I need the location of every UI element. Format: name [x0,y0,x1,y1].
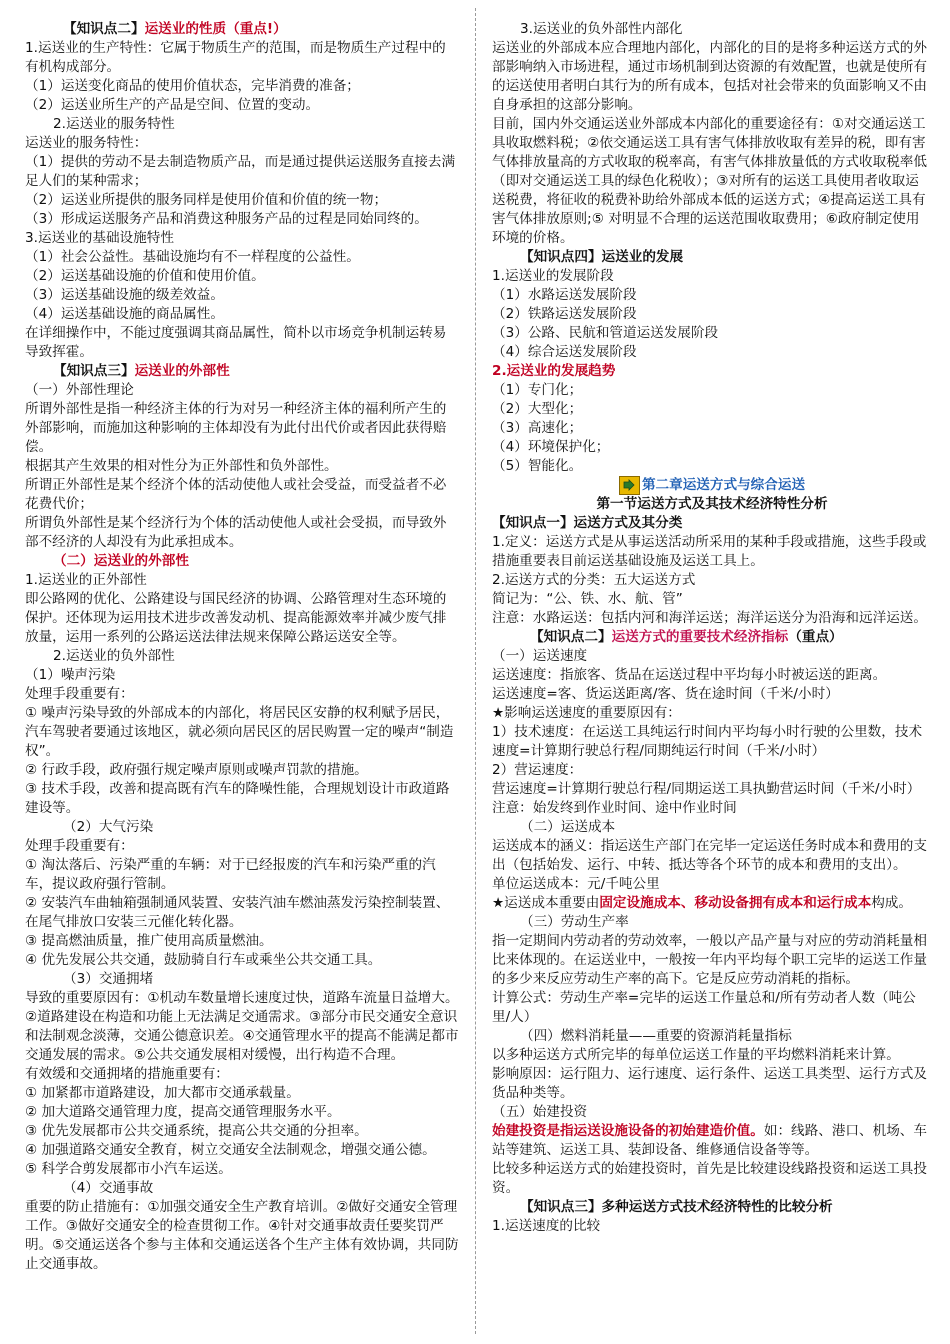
column-divider [475,8,476,1334]
chapter-marker-icon [619,476,640,495]
heading-knowledge-3 [25,362,459,381]
paragraph: 以多种运送方式所完毕的每单位运送工作量的平均燃料消耗来计算。 [492,1047,900,1063]
list-item: （1）运送变化商品的使用价值状态，完毕消费的准备； [25,78,360,94]
paragraph: 重要的防止措施有：①加强交通安全生产教育培训。②做好交通安全管理工作。③做好交通安全的检查贯彻工作。④针对交通事故责任要奖罚严明。⑤交通运送各个参与主体和交通运送各个生产主体有效协调，共同防止交通事故。 [25,1199,459,1272]
paragraph: 即公路网的优化、公路建设与国民经济的协调、公路管理对生态环境的保护。还体现为运用技术进步改善发动机、提高能源效率并减少废气排放量，运用一系列的公路运送法律法规来保障公路运送安全等。 [25,591,447,645]
paragraph: 计算公式：劳动生产率=完毕的运送工作量总和/所有劳动者人数（吨公里/人） [492,990,916,1025]
paragraph: 1.定义：运送方式是从事运送活动所采用的某种手段或措施，这些手段或措施重要表目前运送基础设施及运送工具上。 [492,534,927,569]
list-item: ③ 优先发展都市公共交通系统，提高公共交通的分担率。 [25,1123,368,1139]
subheading: （二）运送成本 [520,819,616,835]
subheading-red: （二）运送业的外部性 [53,553,189,569]
paragraph: 比较多种运送方式的始建投资时，首先是比较建设线路投资和运送工具投资。 [492,1161,927,1196]
list-item: （3）公路、民航和管道运送发展阶段 [492,325,719,341]
list-item: （3）高速化； [492,420,583,436]
list-item: ② 安装汽车曲轴箱强制通风装置、安装汽油车燃油蒸发污染控制装置、在尾气排放口安装三元催化转化器。 [25,895,450,930]
list-item: ① 淘汰落后、污染严重的车辆：对于已经报废的汽车和污染严重的汽车，提议政府强行管制。 [25,857,436,892]
subheading: 1.运送业的正外部性 [25,572,147,588]
paragraph: 运送业的服务特性： [25,135,148,151]
paragraph: 处理手段重要有： [25,686,134,702]
subheading: （4）交通事故 [63,1180,154,1196]
highlight-text: 固定设施成本、移动设备拥有成本和运行成本 [599,895,872,911]
paragraph: 所谓负外部性是某个经济行为个体的活动使他人或社会受损，而导致外部不经济的人却没有为此承担成本。 [25,515,447,550]
list-item: （4）运送基础设施的商品属性。 [25,306,224,322]
list-item: （1）提供的劳动不是去制造物质产品，而是通过提供运送服务直接去满足人们的某种需求； [25,154,456,189]
text-run: 如：线路、港口、机场、车站等建筑、运送工具、装卸设备、维修通信设备等等。 [492,1123,927,1158]
list-item: （2）运送基础设施的价值和使用价值。 [25,268,265,284]
right-column [492,20,932,1236]
list-item: ① 加紧都市道路建设，加大都市交通承载量。 [25,1085,300,1101]
subheading: （四）燃料消耗量——重要的资源消耗量指标 [520,1028,792,1044]
list-item: ③ 提高燃油质量，推广使用高质量燃油。 [25,933,273,949]
paragraph: 指一定期间内劳动者的劳动效率，一般以产品产量与对应的劳动消耗量相比来体现的。在运送业中，一般按一年内平均每个职工完毕的运送工作量的多少来反应劳动生产率的高下。它是反应劳动消耗的指标。 [492,933,927,987]
list-item: （2）运送业所提供的服务同样是使用价值和价值的统一物； [25,192,388,208]
subheading: （3）交通拥堵 [63,971,154,987]
paragraph: 2）营运速度： [492,762,583,778]
paragraph: 营运速度=计算期行驶总行程/同期运送工具执勤营运时间（千米/小时） [492,781,921,797]
list-item: ② 加大道路交通管理力度，提高交通管理服务水平。 [25,1104,341,1120]
heading-bracket: 【知识点三】 [53,363,135,379]
heading-title: 运送业的性质（重点!） [144,21,287,37]
section-title: 第一节运送方式及其技术经济特性分析 [596,496,828,512]
heading-knowledge-1: 【知识点一】运送方式及其分类 [492,515,683,531]
subheading: （2）大气污染 [63,819,154,835]
text-run: 构成。 [871,895,912,911]
heading-title: 运送方式的重要技术经济指标 [611,629,789,645]
subheading: （五）始建投资 [492,1104,588,1120]
paragraph: 运送业的外部成本应合理地内部化，内部化的目的是将多种运送方式的外部影响纳入市场进程，通过市场机制到达资源的有效配置，也就是使所有的运送使用者明白其行为的所有成本，包括对社会带来的负面影响又不由自身承担的这部分影响。 [492,40,927,113]
list-item: （4）环境保护化； [492,439,610,455]
subheading: 3.运送业的基础设施特性 [25,230,174,246]
paragraph [492,1122,932,1160]
subheading: 1.运送业的发展阶段 [492,268,614,284]
list-item: ④ 优先发展公共交通，鼓励骑自行车或乘坐公共交通工具。 [25,952,382,968]
list-item: ⑤ 科学合剪发展都市小汽车运送。 [25,1161,232,1177]
list-item: （1）噪声污染 [25,667,116,683]
paragraph: 有效缓和交通拥堵的措施重要有： [25,1066,229,1082]
subheading: 2.运送业的服务特性 [53,116,175,132]
paragraph [492,894,932,913]
list-item: （3）运送基础设施的级差效益。 [25,287,224,303]
list-item: （2）铁路运送发展阶段 [492,306,637,322]
list-item: （2）运送业所生产的产品是空间、位置的变动。 [25,97,320,113]
subheading: 3.运送业的负外部性内部化 [520,21,683,37]
paragraph: 导致的重要原因有：①机动车数量增长速度过快，道路车流量日益增大。②道路建设在构造和功能上无法满足交通需求。③部分市民交通安全意识和法制观念淡薄，交通公德意识差。④交通管理水平的提高不能满足都市交通发展的需求。⑤公共交通发展相对缓慢，出行构造不合理。 [25,990,459,1063]
list-item: （3）形成运送服务产品和消费这种服务产品的过程是同始同终的。 [25,211,428,227]
paragraph: 所谓正外部性是某个经济个体的活动使他人或社会受益，而受益者不必花费代价； [25,477,447,512]
paragraph: 简记为：“公、铁、水、航、管” [492,591,683,607]
subheading-red: 2.运送业的发展趋势 [492,363,616,379]
chapter-heading [492,476,932,495]
list-item: （5）智能化。 [492,458,583,474]
paragraph: 2.运送方式的分类：五大运送方式 [492,572,696,588]
subheading: （三）劳动生产率 [520,914,629,930]
paragraph: 1）技术速度：在运送工具纯运行时间内平均每小时行驶的公里数，技术速度=计算期行驶总行程/同期纯运行时间（千米/小时） [492,724,923,759]
list-item: ① 噪声污染导致的外部成本的内部化，将居民区安静的权利赋予居民，汽车驾驶者要通过该地区，就必须向居民区的居民购置一定的噪声“制造权”。 [25,705,454,759]
paragraph: 所谓外部性是指一种经济主体的行为对另一种经济主体的福利所产生的外部影响，而施加这种影响的主体却没有为此付出代价或者因此获得赔偿。 [25,401,447,455]
paragraph: 处理手段重要有： [25,838,134,854]
paragraph: 影响原因：运行阻力、运行速度、运行条件、运送工具类型、运行方式及货品种类等。 [492,1066,927,1101]
paragraph: 运送成本的涵义：指运送生产部门在完毕一定运送任务时成本和费用的支出（包括始发、运行、中转、抵达等各个环节的成本和费用的支出）。 [492,838,927,873]
paragraph: 在详细操作中，不能过度强调其商品属性，简朴以市场竞争机制运转易导致挥霍。 [25,325,447,360]
paragraph: 注意：始发终到作业时间、途中作业时间 [492,800,737,816]
heading-knowledge-2 [492,628,932,647]
subheading: （一）外部性理论 [25,382,134,398]
paragraph: 运送速度：指旅客、货品在运送过程中平均每小时被运送的距离。 [492,667,887,683]
list-item: ④ 加强道路交通安全教育，树立交通安全法制观念，增强交通公德。 [25,1142,436,1158]
chapter-title: 第二章运送方式与综合运送 [641,477,806,493]
list-item: （1）水路运送发展阶段 [492,287,637,303]
paragraph: 目前，国内外交通运送业外部成本内部化的重要途径有：①对交通运送工具收取燃料税；②依交通运送工具有害气体排放收取有差异的税，即有害气体排放量高的方式收取的税率高，有害气体排放量低的方式收取税率低（即对交通运送工具的绿色化税收）；③对所有的运送工具使用者收取运送税费，将征收的税费补助给外部成本低的运送方式；④提高运送工具有害气体排放原则;⑤ 对明显不合理的运送范围收取费用；⑥政府制定使用环境的价格。 [492,116,927,246]
heading-note: （重点） [788,629,843,645]
list-item: ③ 技术手段，改善和提高既有汽车的降噪性能，合理规划设计市政道路建设等。 [25,781,450,816]
text-run: ★运送成本重要由 [492,895,600,911]
subheading: 1.运送速度的比较 [492,1218,601,1234]
subheading: 2.运送业的负外部性 [53,648,175,664]
heading-title: 运送业的外部性 [134,363,230,379]
heading-knowledge-4: 【知识点四】运送业的发展 [520,249,684,265]
heading-knowledge-2 [25,20,459,39]
heading-knowledge-3: 【知识点三】多种运送方式技术经济特性的比较分析 [520,1199,833,1215]
paragraph: 运送速度=客、货运送距离/客、货在途时间（千米/小时） [492,686,839,702]
list-item: ② 行政手段，政府强行规定噪声原则或噪声罚款的措施。 [25,762,368,778]
paragraph: 1.运送业的生产特性：它属于物质生产的范围，而是物质生产过程中的有机构成部分。 [25,40,446,75]
list-item: （1）社会公益性。基础设施均有不一样程度的公益性。 [25,249,360,265]
paragraph: 单位运送成本：元/千吨公里 [492,876,660,892]
paragraph: 注意：水路运送：包括内河和海洋运送；海洋运送分为沿海和远洋运送。 [492,610,927,626]
left-column [25,20,459,1274]
list-item: （2）大型化； [492,401,583,417]
subheading: （一）运送速度 [492,648,588,664]
highlight-text: 始建投资是指运送设施设备的初始建造价值。 [492,1123,764,1139]
paragraph: 根据其产生效果的相对性分为正外部性和负外部性。 [25,458,338,474]
paragraph: ★影响运送速度的重要原因有： [492,705,681,721]
list-item: （4）综合运送发展阶段 [492,344,637,360]
heading-bracket: 【知识点二】 [63,21,145,37]
heading-bracket: 【知识点二】 [530,629,612,645]
list-item: （1）专门化； [492,382,583,398]
